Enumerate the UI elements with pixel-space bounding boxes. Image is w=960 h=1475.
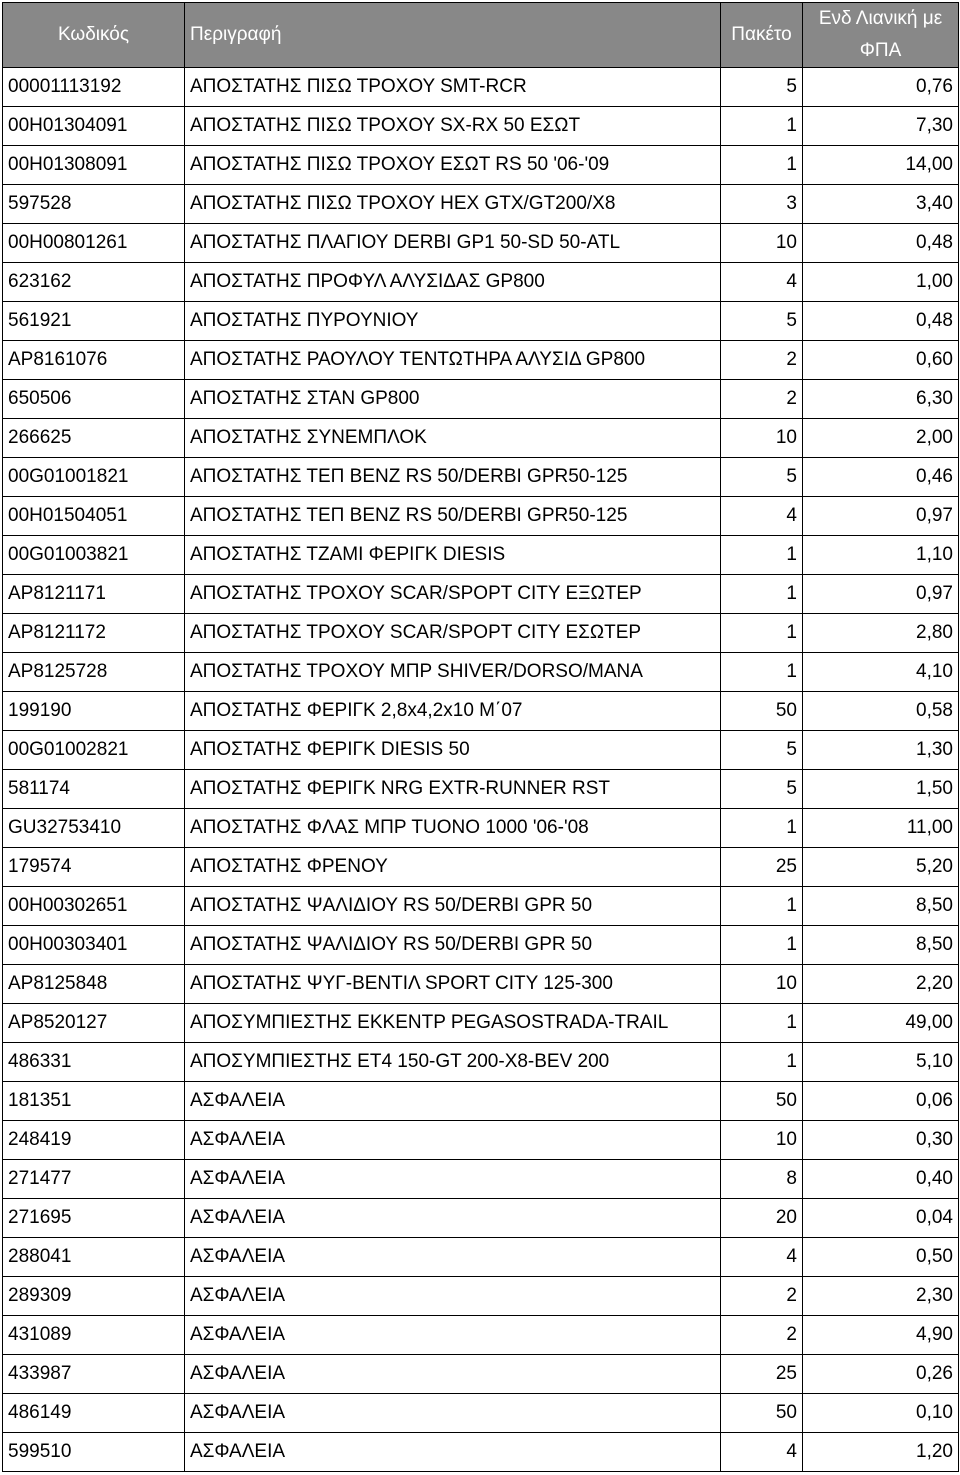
table-row [3, 380, 959, 419]
cell-package: 1 [721, 1004, 803, 1043]
cell-description: ΑΠΟΣΤΑΤΗΣ ΤΕΠ BENZ RS 50/DERBI GPR50-125 [185, 458, 721, 497]
header-description: Περιγραφή [185, 3, 721, 68]
header-retail-price: Ενδ Λιανική με ΦΠΑ [803, 3, 959, 68]
cell-retail-price: 0,97 [803, 575, 959, 614]
cell-package: 1 [721, 887, 803, 926]
cell-retail-price: 1,20 [803, 1433, 959, 1472]
cell-package: 4 [721, 1238, 803, 1277]
cell-retail-price: 2,00 [803, 419, 959, 458]
cell-retail-price: 8,50 [803, 926, 959, 965]
cell-retail-price: 0,10 [803, 1394, 959, 1433]
cell-retail-price: 0,26 [803, 1355, 959, 1394]
cell-code: 431089 [3, 1316, 185, 1355]
cell-description: ΑΠΟΣΤΑΤΗΣ ΤΕΠ BENZ RS 50/DERBI GPR50-125 [185, 497, 721, 536]
cell-description: ΑΣΦΑΛΕΙΑ [185, 1277, 721, 1316]
table-row [3, 536, 959, 575]
cell-retail-price: 7,30 [803, 107, 959, 146]
cell-package: 1 [721, 107, 803, 146]
cell-package: 5 [721, 731, 803, 770]
table-row [3, 497, 959, 536]
cell-code: 00H00302651 [3, 887, 185, 926]
cell-retail-price: 0,46 [803, 458, 959, 497]
cell-description: ΑΠΟΣΤΑΤΗΣ ΤΡΟΧΟΥ SCAR/SPOPT CITY ΕΣΩΤΕΡ [185, 614, 721, 653]
cell-retail-price: 11,00 [803, 809, 959, 848]
cell-code: 248419 [3, 1121, 185, 1160]
cell-package: 1 [721, 146, 803, 185]
cell-code: 599510 [3, 1433, 185, 1472]
cell-retail-price: 0,30 [803, 1121, 959, 1160]
cell-code: 00G01001821 [3, 458, 185, 497]
cell-code: 179574 [3, 848, 185, 887]
cell-code: 266625 [3, 419, 185, 458]
cell-code: 623162 [3, 263, 185, 302]
cell-description: ΑΣΦΑΛΕΙΑ [185, 1082, 721, 1121]
cell-package: 8 [721, 1160, 803, 1199]
cell-description: ΑΣΦΑΛΕΙΑ [185, 1355, 721, 1394]
table-row [3, 770, 959, 809]
cell-description: ΑΠΟΣΤΑΤΗΣ ΣΤΑΝ GP800 [185, 380, 721, 419]
cell-description: ΑΠΟΣΤΑΤΗΣ ΨΥΓ-ΒΕΝΤΙΛ SPORT CITY 125-300 [185, 965, 721, 1004]
cell-retail-price: 14,00 [803, 146, 959, 185]
cell-package: 1 [721, 614, 803, 653]
cell-retail-price: 0,60 [803, 341, 959, 380]
cell-code: 288041 [3, 1238, 185, 1277]
cell-retail-price: 1,50 [803, 770, 959, 809]
table-row [3, 1316, 959, 1355]
cell-package: 10 [721, 419, 803, 458]
table-row [3, 1355, 959, 1394]
header-package: Πακέτο [721, 3, 803, 68]
cell-description: ΑΠΟΣΤΑΤΗΣ ΦΡΕΝΟΥ [185, 848, 721, 887]
cell-description: ΑΠΟΣΤΑΤΗΣ ΤΡΟΧΟΥ SCAR/SPOPT CITY ΕΞΩΤΕΡ [185, 575, 721, 614]
cell-code: 00H01308091 [3, 146, 185, 185]
header-row [3, 3, 959, 68]
cell-retail-price: 0,58 [803, 692, 959, 731]
cell-retail-price: 49,00 [803, 1004, 959, 1043]
cell-package: 1 [721, 926, 803, 965]
cell-retail-price: 2,20 [803, 965, 959, 1004]
table-row [3, 731, 959, 770]
cell-code: 00G01002821 [3, 731, 185, 770]
header-code: Κωδικός [3, 3, 185, 68]
cell-package: 50 [721, 692, 803, 731]
table-row [3, 302, 959, 341]
cell-retail-price: 0,06 [803, 1082, 959, 1121]
table-row [3, 692, 959, 731]
cell-package: 2 [721, 1277, 803, 1316]
cell-package: 4 [721, 263, 803, 302]
cell-retail-price: 5,20 [803, 848, 959, 887]
cell-package: 5 [721, 770, 803, 809]
cell-package: 1 [721, 536, 803, 575]
cell-description: ΑΠΟΣΤΑΤΗΣ ΠΙΣΩ ΤΡΟΧΟΥ SMT-RCR [185, 68, 721, 107]
cell-description: ΑΠΟΣΤΑΤΗΣ ΦΕΡΙΓΚ NRG EXTR-RUNNER RST [185, 770, 721, 809]
cell-package: 1 [721, 1043, 803, 1082]
cell-code: 581174 [3, 770, 185, 809]
cell-retail-price: 1,10 [803, 536, 959, 575]
cell-retail-price: 2,80 [803, 614, 959, 653]
cell-code: AP8121172 [3, 614, 185, 653]
price-list-table [2, 2, 959, 1472]
cell-package: 2 [721, 341, 803, 380]
cell-retail-price: 4,10 [803, 653, 959, 692]
cell-code: 00G01003821 [3, 536, 185, 575]
cell-retail-price: 0,40 [803, 1160, 959, 1199]
cell-description: ΑΠΟΣΤΑΤΗΣ ΦΕΡΙΓΚ 2,8x4,2x10 M΄07 [185, 692, 721, 731]
cell-description: ΑΠΟΣΤΑΤΗΣ ΣΥΝΕΜΠΛΟΚ [185, 419, 721, 458]
table-row [3, 1043, 959, 1082]
cell-retail-price: 3,40 [803, 185, 959, 224]
cell-description: ΑΣΦΑΛΕΙΑ [185, 1160, 721, 1199]
cell-retail-price: 1,30 [803, 731, 959, 770]
cell-description: ΑΣΦΑΛΕΙΑ [185, 1121, 721, 1160]
cell-retail-price: 0,48 [803, 224, 959, 263]
cell-retail-price: 0,97 [803, 497, 959, 536]
table-row [3, 341, 959, 380]
cell-package: 10 [721, 1121, 803, 1160]
cell-code: 650506 [3, 380, 185, 419]
cell-package: 5 [721, 458, 803, 497]
cell-code: 561921 [3, 302, 185, 341]
table-row [3, 263, 959, 302]
cell-retail-price: 5,10 [803, 1043, 959, 1082]
cell-retail-price: 8,50 [803, 887, 959, 926]
cell-retail-price: 1,00 [803, 263, 959, 302]
table-row [3, 848, 959, 887]
cell-package: 25 [721, 848, 803, 887]
cell-code: AP8125848 [3, 965, 185, 1004]
cell-description: ΑΣΦΑΛΕΙΑ [185, 1394, 721, 1433]
cell-code: AP8125728 [3, 653, 185, 692]
cell-description: ΑΣΦΑΛΕΙΑ [185, 1316, 721, 1355]
cell-description: ΑΣΦΑΛΕΙΑ [185, 1433, 721, 1472]
cell-description: ΑΠΟΣΤΑΤΗΣ ΠΙΣΩ ΤΡΟΧΟΥ SX-RX 50 ΕΣΩΤ [185, 107, 721, 146]
cell-package: 50 [721, 1394, 803, 1433]
cell-code: AP8121171 [3, 575, 185, 614]
cell-description: ΑΠΟΣΥΜΠΙΕΣΤΗΣ ΕΚΚΕΝΤΡ PEGASOSTRADA-TRAIL [185, 1004, 721, 1043]
table-row [3, 653, 959, 692]
table-row [3, 887, 959, 926]
table-body [3, 68, 959, 1472]
table-row [3, 1238, 959, 1277]
cell-code: 199190 [3, 692, 185, 731]
table-row [3, 458, 959, 497]
table-row [3, 614, 959, 653]
table-row [3, 419, 959, 458]
cell-description: ΑΠΟΣΤΑΤΗΣ ΨΑΛΙΔΙΟΥ RS 50/DERBI GPR 50 [185, 887, 721, 926]
cell-description: ΑΠΟΣΤΑΤΗΣ ΠΛΑΓΙΟΥ DERBI GP1 50-SD 50-ATL [185, 224, 721, 263]
cell-code: 00H01504051 [3, 497, 185, 536]
cell-description: ΑΠΟΣΤΑΤΗΣ ΠΡΟΦΥΛ ΑΛΥΣΙΔΑΣ GP800 [185, 263, 721, 302]
cell-package: 1 [721, 653, 803, 692]
cell-code: 00H01304091 [3, 107, 185, 146]
table-row [3, 68, 959, 107]
cell-retail-price: 4,90 [803, 1316, 959, 1355]
table-row [3, 146, 959, 185]
cell-code: 289309 [3, 1277, 185, 1316]
cell-description: ΑΠΟΣΤΑΤΗΣ ΦΛΑΣ ΜΠΡ TUONO 1000 '06-'08 [185, 809, 721, 848]
table-row [3, 1121, 959, 1160]
cell-code: GU32753410 [3, 809, 185, 848]
cell-description: ΑΠΟΣΤΑΤΗΣ ΠΥΡΟΥΝΙΟΥ [185, 302, 721, 341]
cell-description: ΑΠΟΣΥΜΠΙΕΣΤΗΣ ET4 150-GT 200-X8-BEV 200 [185, 1043, 721, 1082]
table-row [3, 1004, 959, 1043]
cell-retail-price: 0,76 [803, 68, 959, 107]
cell-package: 4 [721, 1433, 803, 1472]
cell-package: 10 [721, 224, 803, 263]
table-row [3, 926, 959, 965]
cell-package: 20 [721, 1199, 803, 1238]
cell-package: 4 [721, 497, 803, 536]
cell-package: 50 [721, 1082, 803, 1121]
cell-retail-price: 2,30 [803, 1277, 959, 1316]
cell-code: 00H00801261 [3, 224, 185, 263]
table-row [3, 575, 959, 614]
cell-description: ΑΠΟΣΤΑΤΗΣ ΤΡΟΧΟΥ ΜΠΡ SHIVER/DORSO/MANA [185, 653, 721, 692]
table-row [3, 1160, 959, 1199]
cell-code: 00001113192 [3, 68, 185, 107]
cell-retail-price: 0,50 [803, 1238, 959, 1277]
cell-code: AP8520127 [3, 1004, 185, 1043]
cell-description: ΑΠΟΣΤΑΤΗΣ ΠΙΣΩ ΤΡΟΧΟΥ HEX GTX/GT200/X8 [185, 185, 721, 224]
cell-code: 271695 [3, 1199, 185, 1238]
cell-code: 433987 [3, 1355, 185, 1394]
cell-code: AP8161076 [3, 341, 185, 380]
cell-retail-price: 6,30 [803, 380, 959, 419]
cell-retail-price: 0,04 [803, 1199, 959, 1238]
cell-description: ΑΠΟΣΤΑΤΗΣ ΡΑΟΥΛΟΥ ΤΕΝΤΩΤΗΡΑ ΑΛΥΣΙΔ GP800 [185, 341, 721, 380]
cell-code: 00H00303401 [3, 926, 185, 965]
cell-code: 486149 [3, 1394, 185, 1433]
cell-code: 181351 [3, 1082, 185, 1121]
cell-package: 5 [721, 302, 803, 341]
table-row [3, 1199, 959, 1238]
cell-description: ΑΠΟΣΤΑΤΗΣ ΦΕΡΙΓΚ DIESIS 50 [185, 731, 721, 770]
cell-description: ΑΠΟΣΤΑΤΗΣ ΤΖΑΜΙ ΦΕΡΙΓΚ DIESIS [185, 536, 721, 575]
table-row [3, 1082, 959, 1121]
cell-retail-price: 0,48 [803, 302, 959, 341]
table-row [3, 1277, 959, 1316]
cell-package: 2 [721, 1316, 803, 1355]
cell-description: ΑΣΦΑΛΕΙΑ [185, 1199, 721, 1238]
cell-description: ΑΠΟΣΤΑΤΗΣ ΠΙΣΩ ΤΡΟΧΟΥ ΕΣΩΤ RS 50 '06-'09 [185, 146, 721, 185]
cell-package: 2 [721, 380, 803, 419]
cell-description: ΑΣΦΑΛΕΙΑ [185, 1238, 721, 1277]
cell-code: 271477 [3, 1160, 185, 1199]
cell-package: 10 [721, 965, 803, 1004]
table-row [3, 185, 959, 224]
cell-code: 486331 [3, 1043, 185, 1082]
table-row [3, 224, 959, 263]
cell-code: 597528 [3, 185, 185, 224]
cell-package: 25 [721, 1355, 803, 1394]
cell-package: 5 [721, 68, 803, 107]
table-row [3, 809, 959, 848]
table-row [3, 965, 959, 1004]
cell-description: ΑΠΟΣΤΑΤΗΣ ΨΑΛΙΔΙΟΥ RS 50/DERBI GPR 50 [185, 926, 721, 965]
cell-package: 1 [721, 809, 803, 848]
cell-package: 1 [721, 575, 803, 614]
table-header [3, 3, 959, 68]
cell-package: 3 [721, 185, 803, 224]
table-row [3, 1433, 959, 1472]
table-row [3, 107, 959, 146]
table-row [3, 1394, 959, 1433]
